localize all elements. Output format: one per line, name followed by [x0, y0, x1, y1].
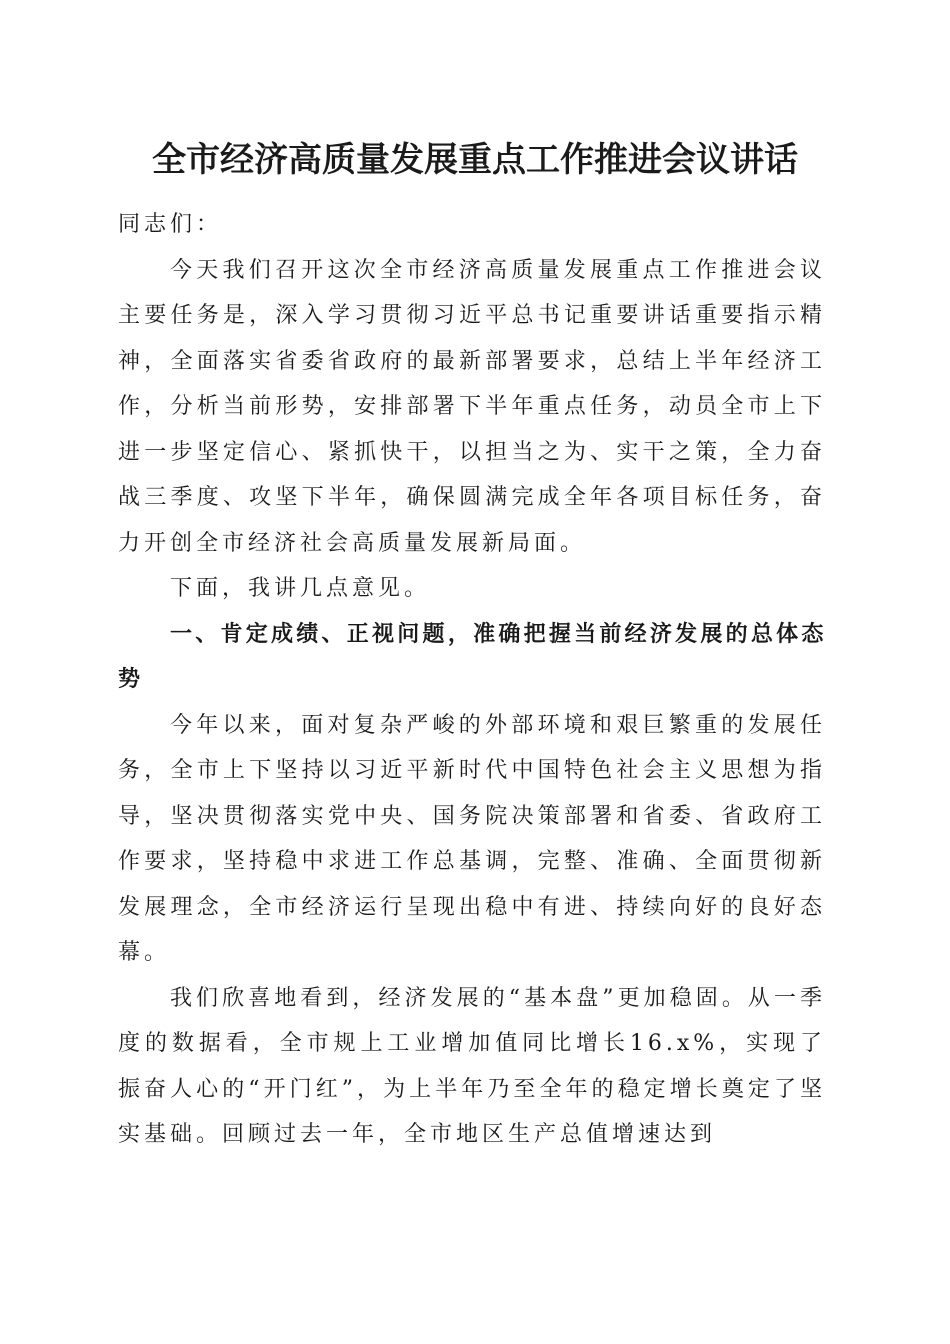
- section-heading-1: 一、肯定成绩、正视问题，准确把握当前经济发展的总体态势: [118, 621, 826, 692]
- section-paragraph: 今年以来，面对复杂严峻的外部环境和艰巨繁重的发展任务，全市上下坚持以习近平新时代中国特色社会主义思想为指导，坚决贯彻落实党中央、国务院决策部署和省委、省政府工作要求，坚持稳中求进工作总基调，完整、准确、全面贯彻新发展理念，全市经济运行呈现出稳中有进、持续向好的良好态幕。: [118, 712, 826, 965]
- document-body: [118, 202, 826, 1158]
- paragraph-transition: 下面，我讲几点意见。: [170, 576, 431, 601]
- salutation: 同志们：: [118, 212, 223, 237]
- paragraph-intro: 今天我们召开这次全市经济高质量发展重点工作推进会议主要任务是，深入学习贯彻习近平总书记重要讲话重要指示精神，全面落实省委省政府的最新部署要求，总结上半年经济工作，分析当前形势，安排部署下半年重点任务，动员全市上下进一步坚定信心、紧抓快干，以担当之为、实干之策，全力奋战三季度、攻坚下半年，确保圆满完成全年各项目标任务，奋力开创全市经济社会高质量发展新局面。: [118, 257, 826, 556]
- document-title: 全市经济高质量发展重点工作推进会议讲话: [152, 140, 798, 180]
- section-paragraph: 我们欣喜地看到，经济发展的“基本盘”更加稳固。从一季度的数据看，全市规上工业增加值同比增长16.x%，实现了振奋人心的“开门红”，为上半年乃至全年的稳定增长奠定了坚实基础。回顾过去一年，全市地区生产总值增速达到: [118, 985, 826, 1147]
